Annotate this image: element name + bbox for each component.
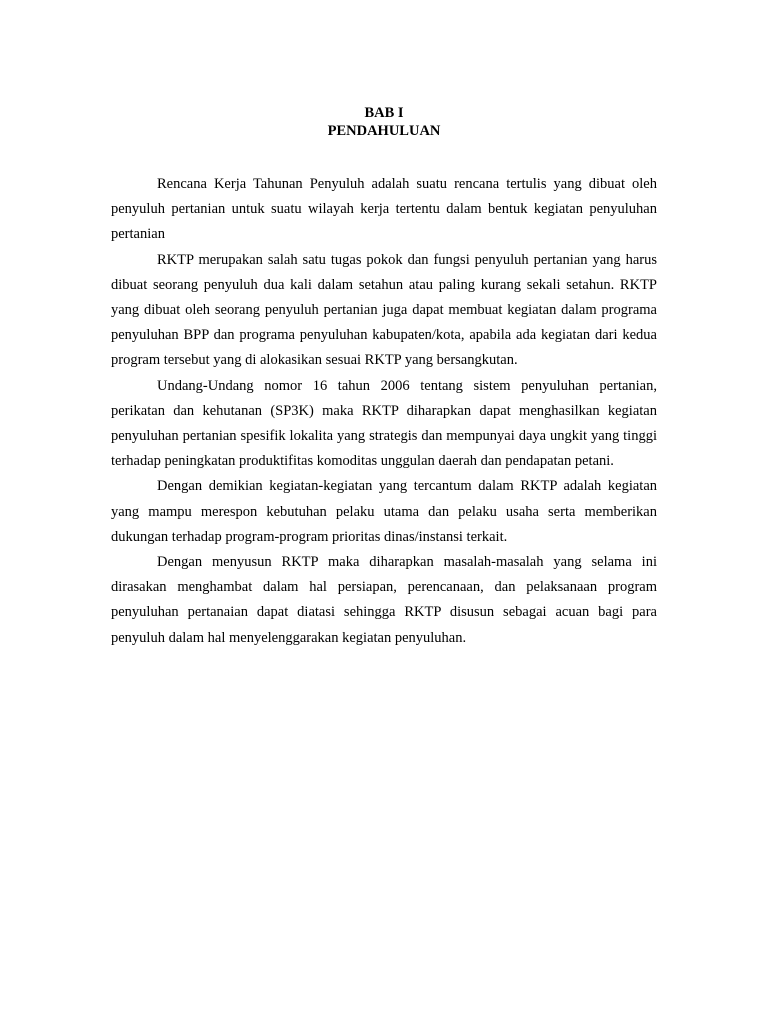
paragraph-3: Undang-Undang nomor 16 tahun 2006 tentang sistem penyuluhan pertanian, perikatan dan kehutanan (SP3K) maka RKTP diharapkan dapat menghasilkan kegiatan penyuluhan pertanian spesifik lokalita yang strategis dan mempunyai daya ungkit yang tinggi terhadap peningkatan produktifitas komoditas unggulan daerah dan pendapatan petani.: [111, 377, 657, 470]
paragraph-5: Dengan menyusun RKTP maka diharapkan masalah-masalah yang selama ini dirasakan menghambat dalam hal persiapan, perencanaan, dan pelaksanaan program penyuluhan pertanaian dapat diatasi sehingga RKTP disusun sebagai acuan bagi para penyuluh dalam hal menyelenggarakan kegiatan penyuluhan.: [111, 554, 657, 646]
chapter-label: BAB I: [364, 105, 404, 121]
paragraph-2: RKTP merupakan salah satu tugas pokok dan fungsi penyuluh pertanian yang harus dibuat seorang penyuluh dua kali dalam setahun atau paling kurang sekali setahun. RKTP yang dibuat oleh seorang penyuluh pertanian juga dapat membuat kegiatan dalam programa penyuluhan BPP dan programa penyuluhan kabupaten/kota, apabila ada kegiatan dari kedua program tersebut yang di alokasikan sesuai RKTP yang bersangkutan.: [111, 251, 657, 369]
paragraph-4: Dengan demikian kegiatan-kegiatan yang tercantum dalam RKTP adalah kegiatan yang mampu merespon kebutuhan pelaku utama dan pelaku usaha serta memberikan dukungan terhadap program-program prioritas dinas/instansi terkait.: [111, 478, 657, 545]
chapter-title: PENDAHULUAN: [327, 123, 441, 139]
paragraph-1: Rencana Kerja Tahunan Penyuluh adalah suatu rencana tertulis yang dibuat oleh penyuluh pertanian untuk suatu wilayah kerja tertentu dalam bentuk kegiatan penyuluhan pertanian: [111, 176, 657, 243]
body-text: [111, 172, 657, 651]
